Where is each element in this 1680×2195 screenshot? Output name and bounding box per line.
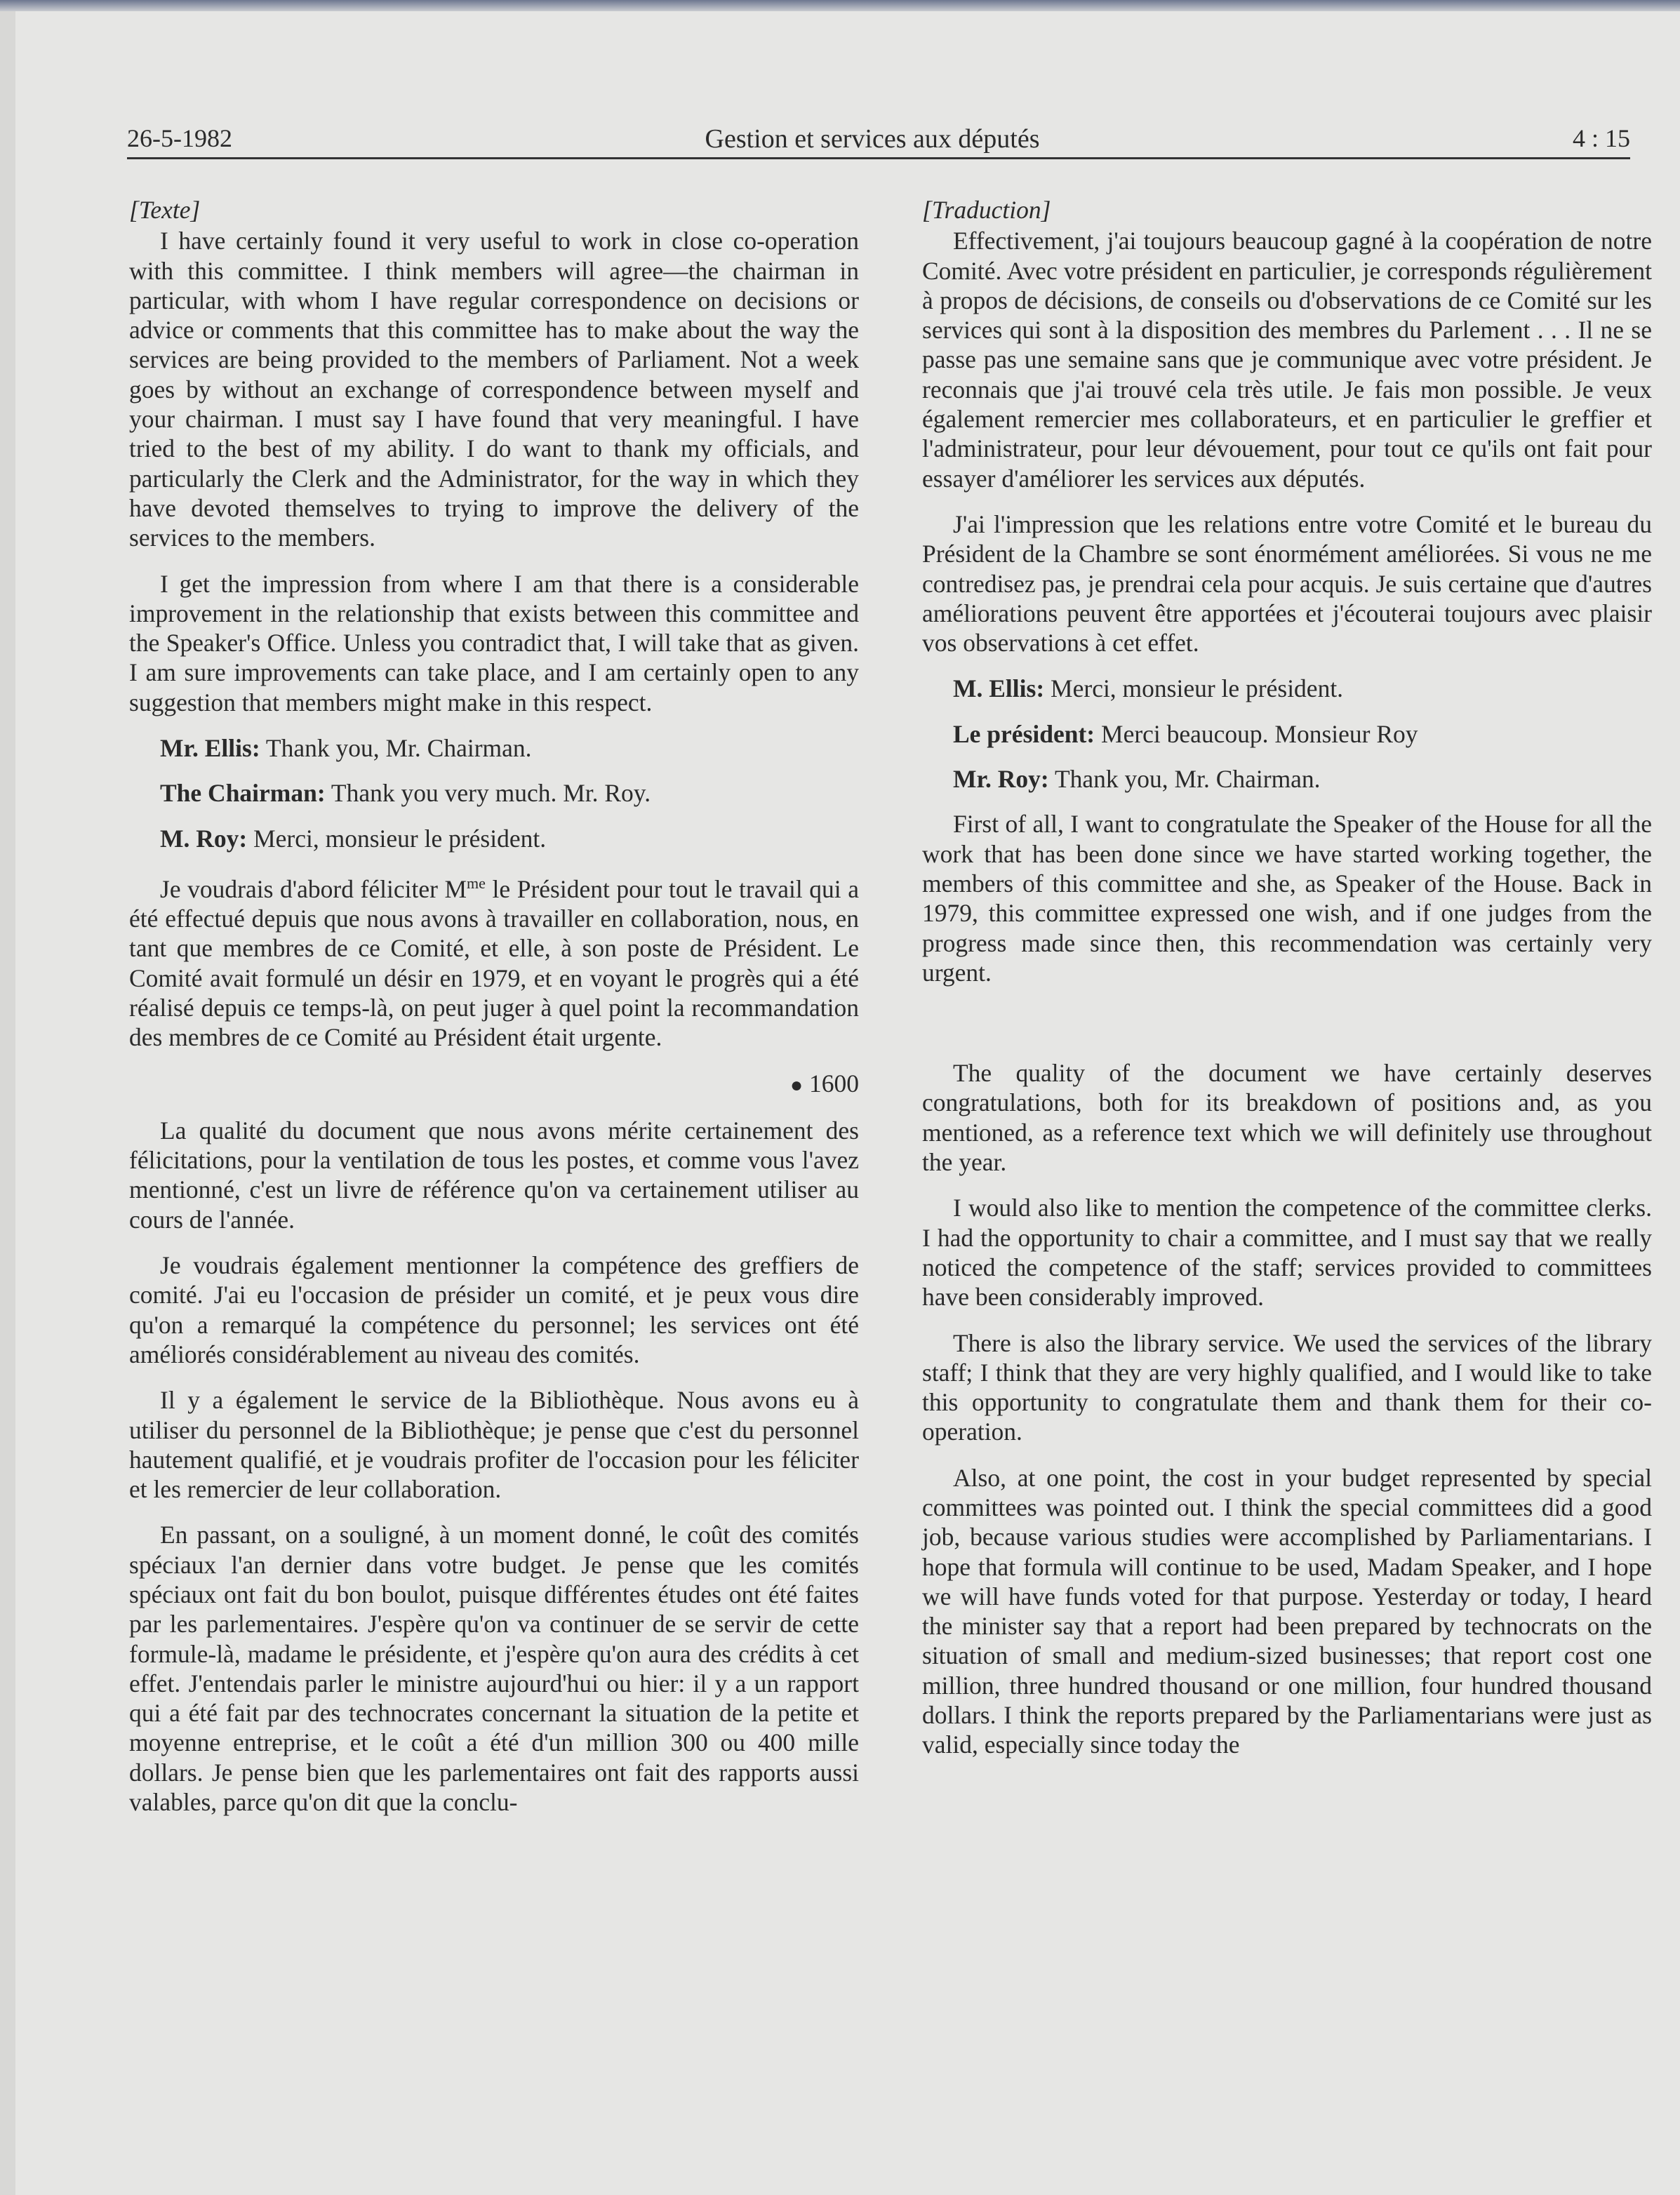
speaker-text: Thank you very much. Mr. Roy. <box>325 779 651 808</box>
right-paragraph: I would also like to mention the competence of the committee clerks. I had the opportunity to chair a committee, and I must say that we really noticed the competence of the staff; services provided to committees have been considerably improved. <box>922 1194 1652 1312</box>
left-paragraph: La qualité du document que nous avons mérite certainement des félicitations, pour la ventilation de tous les postes, et comme vous l'avez mentionné, c'est un livre de référence qu'on va certainement utiliser au cours de l'année. <box>129 1116 859 1234</box>
speaker-text: Merci beaucoup. Monsieur Roy <box>1095 719 1418 748</box>
speaker-text: Thank you, Mr. Chairman. <box>1048 765 1321 794</box>
para-text: Je voudrais d'abord féliciter M <box>160 874 467 903</box>
speaker-name: Mr. Ellis: <box>160 734 260 763</box>
page-header <box>114 124 1630 166</box>
right-paragraph: Effectivement, j'ai toujours beaucoup gagné à la coopération de notre Comité. Avec votre président en particulier, je corresponds régulièrement à propos de décisions, de conseils ou d'observations de ce Comité sur les services qui sont à la disposition des membres du Parlement . . . Il ne se passe pas une semaine sans que je communique avec votre président. Je reconnais que j'ai trouvé cela très utile. Je fais mon possible. Je veux également remercier mes collaborateurs, et en particulier le greffier et l'administrateur, pour leur dévouement, pour tout ce qu'ils ont fait pour essayer d'améliorer les services aux députés. <box>922 227 1652 493</box>
speaker-text: Merci, monsieur le président. <box>247 824 547 853</box>
left-speaker-line <box>129 733 859 763</box>
left-column <box>129 195 859 1833</box>
right-speaker-line <box>922 674 1652 703</box>
speaker-name: M. Roy: <box>160 824 248 853</box>
left-paragraph: En passant, on a souligné, à un moment donné, le coût des comités spéciaux l'an dernier dans votre budget. Je pense que les comités spéciaux ont fait du bon boulot, puisque différentes études ont été faites par les parlementaires. J'espère qu'on va continuer de se servir de cette formule-là, madame le présidente, et j'espère qu'on aura des crédits à cet effet. J'entendais parler le ministre aujourd'hui ou hier: il y a un rapport qui a été fait par des technocrates concernant la situation de la petite et moyenne entreprise, et le coût a été d'un million 300 ou 400 mille dollars. Je pense bien que les parlementaires ont fait des rapports aussi valables, parce qu'on dit que la conclu- <box>129 1521 859 1817</box>
left-paragraph: Il y a également le service de la Bibliothèque. Nous avons eu à utiliser du personnel de la Bibliothèque; je pense que c'est du personnel hautement qualifié, et je voudrais profiter de l'occasion pour les féliciter et les remercier de leur collaboration. <box>129 1386 859 1504</box>
left-speaker-line <box>129 778 859 808</box>
speaker-name: Mr. Roy: <box>953 765 1049 794</box>
left-paragraph: Je voudrais également mentionner la compétence des greffiers de comité. J'ai eu l'occasion de présider un comité, et je peux vous dire qu'on a remarqué la compétence du personnel; les services ont été améliorés considérablement au niveau des comités. <box>129 1251 859 1368</box>
speaker-text: Thank you, Mr. Chairman. <box>260 734 532 763</box>
left-paragraph: I get the impression from where I am that there is a considerable improvement in the relationship that exists between this committee and the Speaker's Office. Unless you contradict that, I will take that as given. I am sure improvements can take place, and I am certainly open to any suggestion that members might make in this respect. <box>129 569 859 716</box>
left-speaker-line <box>129 824 859 853</box>
header-page-number: 4 : 15 <box>1572 124 1630 152</box>
speaker-name: Le président: <box>953 719 1095 748</box>
right-paragraph: Also, at one point, the cost in your budget represented by special committees was pointed out. I think the special committees did a good job, because various studies were accomplished by Parliamentarians. I hope that formula will continue to be used, Madam Speaker, and I hope we will have funds voted for that purpose. Yesterday or today, I heard the minister say that a report had been prepared by technocrats on the situation of small and medium-sized businesses; that report cost one million, three hundred thousand or one million, four hundred thousand dollars. I think the reports prepared by the Parliamentarians were just as valid, especially since today the <box>922 1463 1652 1759</box>
speaker-name: The Chairman: <box>160 779 326 808</box>
right-column <box>922 195 1652 1776</box>
header-date: 26-5-1982 <box>127 124 232 152</box>
left-paragraph: I have certainly found it very useful to work in close co-operation with this committee. I think members will agree—the chairman in particular, with whom I have regular correspondence on decisions or advice or comments that this committee has to make about the way the services are being provided to the members of Parliament. Not a week goes by without an exchange of correspondence between myself and your chairman. I must say I have found that very meaningful. I have tried to the best of my ability. I do want to thank my officials, and particularly the Clerk and the Administrator, for the way in which they have devoted themselves to trying to improve the delivery of the services to the members. <box>129 227 859 552</box>
timestamp <box>129 1069 859 1100</box>
para-text: le Président pour tout le travail qui a été effectué depuis que nous avons à travailler en collaboration, nous, en tant que membres de ce Comité, et elle, à son poste de Président. Le Comité avait formulé un désir en 1979, et en voyant le progrès qui a été réalisé depuis ce temps-là, on peut juger à quel point la recommandation des membres de ce Comité au Président était urgente. <box>129 874 860 1052</box>
header-rule <box>127 157 1630 159</box>
right-paragraph: First of all, I want to congratulate the Speaker of the House for all the work that has been done since we have started working together, the members of this committee and she, as Speaker of the House. Back in 1979, this committee expressed one wish, and if one judges from the progress made since then, this recommendation was certainly very urgent. <box>922 810 1652 987</box>
right-paragraph: The quality of the document we have certainly deserves congratulations, both for its breakdown of positions and, as you mentioned, as a reference text which we will definitely use throughout the year. <box>922 1059 1652 1177</box>
right-speaker-line <box>922 719 1652 749</box>
left-label: [Texte] <box>129 196 201 224</box>
column-spacer <box>922 1003 1652 1058</box>
left-label-text: Texte <box>138 196 191 224</box>
superscript: me <box>467 874 486 892</box>
header-title: Gestion et services aux députés <box>705 124 1040 154</box>
right-paragraph: J'ai l'impression que les relations entre votre Comité et le bureau du Président de la Chambre se sont énormément améliorées. Si vous ne me contredisez pas, je prendrai cela pour acquis. Je suis certaine que d'autres améliorations peuvent être apportées et j'écouterai toujours avec plaisir vos observations à cet effet. <box>922 509 1652 658</box>
right-speaker-line <box>922 764 1652 794</box>
left-paragraph <box>129 869 859 1053</box>
scan-top-edge <box>0 0 1680 11</box>
right-label-text: Traduction <box>931 196 1041 224</box>
right-label: [Traduction] <box>922 196 1051 224</box>
speaker-text: Merci, monsieur le président. <box>1044 674 1344 703</box>
timestamp-value: 1600 <box>809 1069 859 1098</box>
bullet-icon: ● <box>790 1073 804 1097</box>
right-paragraph: There is also the library service. We used the services of the library staff; I think that they are very highly qualified, and I would like to take this opportunity to congratulate them and thank them for their co-operation. <box>922 1328 1652 1446</box>
speaker-name: M. Ellis: <box>953 674 1045 703</box>
